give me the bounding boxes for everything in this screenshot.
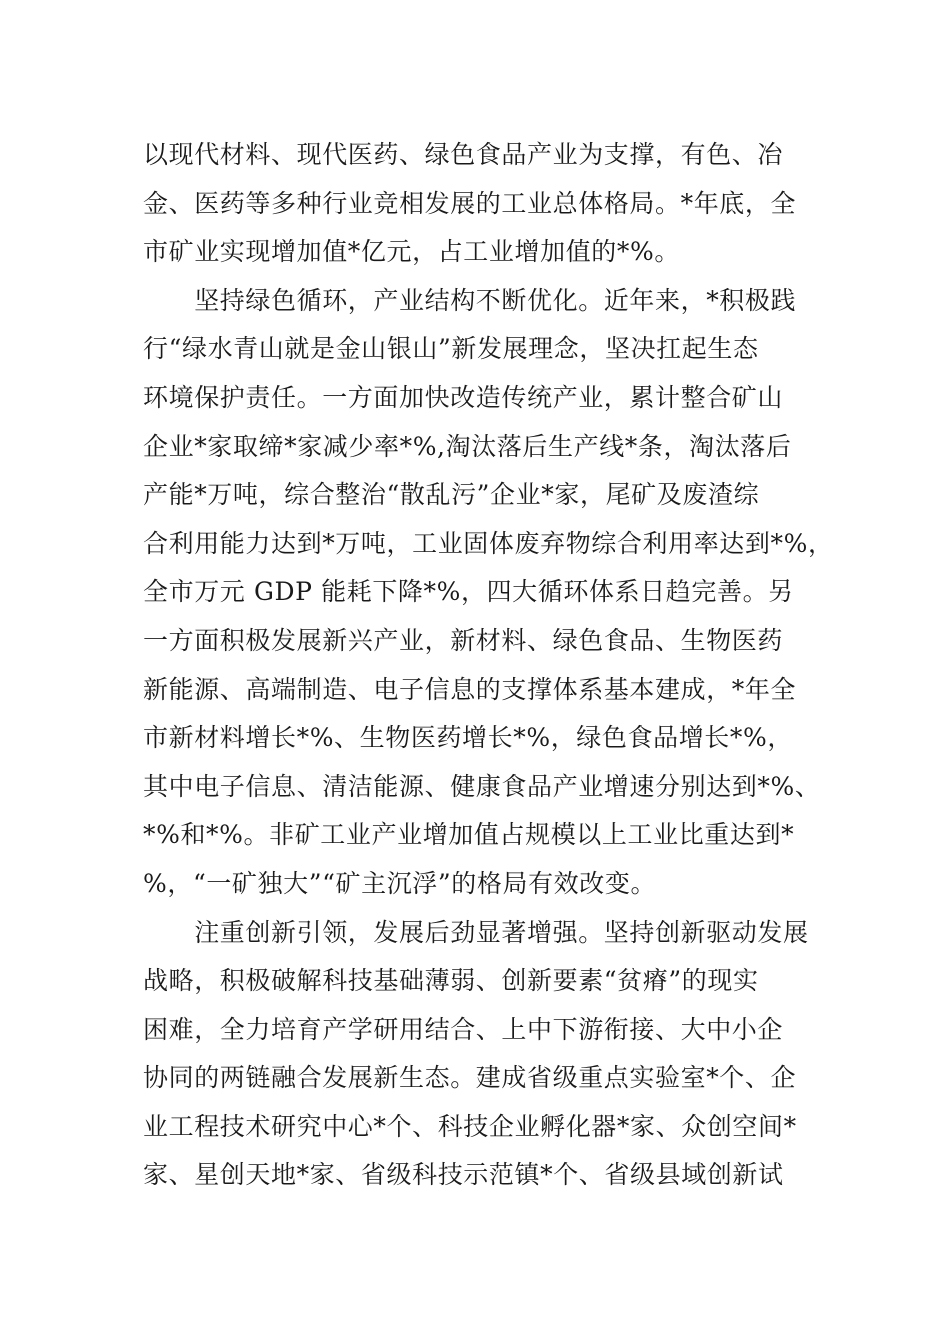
text-line: 以现代材料、现代医药、绿色食品产业为支撑，有色、冶: [143, 140, 784, 169]
text-line: 协同的两链融合发展新生态。建成省级重点实验室*个、企: [143, 1063, 797, 1093]
text-line: 家、星创天地*家、省级科技示范镇*个、省级县域创新试: [143, 1160, 784, 1190]
text-line: 市矿业实现增加值*亿元，占工业增加值的*%。: [143, 237, 680, 267]
text-line: %，“一矿独大”“矿主沉浮”的格局有效改变。: [143, 868, 657, 898]
text-line: 一方面积极发展新兴产业，新材料、绿色食品、生物医药: [143, 625, 784, 655]
text-line: 产能*万吨，综合整治“散乱污”企业*家，尾矿及废渣综: [143, 480, 760, 510]
text-line: 业工程技术研究中心*个、科技企业孵化器*家、众创空间*: [143, 1111, 797, 1141]
text-line: 全市万元 GDP 能耗下降*%，四大循环体系日趋完善。另: [143, 577, 794, 607]
text-line: 战略，积极破解科技基础薄弱、创新要素“贫瘠”的现实: [143, 966, 759, 996]
text-line: 合利用能力达到*万吨，工业固体废弃物综合利用率达到*%，: [143, 528, 834, 558]
text-line: 其中电子信息、清洁能源、健康食品产业增速分别达到*%、: [143, 771, 821, 801]
text-line: 坚持绿色循环，产业结构不断优化。近年来，*积极践: [143, 285, 797, 315]
text-line: 环境保护责任。一方面加快改造传统产业，累计整合矿山: [143, 382, 784, 412]
text-line: 市新材料增长*%、生物医药增长*%，绿色食品增长*%，: [143, 723, 793, 753]
text-line: 困难，全力培育产学研用结合、上中下游衔接、大中小企: [143, 1014, 784, 1044]
document-body: [143, 131, 834, 1200]
text-line: 金、医药等多种行业竞相发展的工业总体格局。*年底，全: [143, 188, 797, 218]
text-line: 企业*家取缔*家减少率*%,淘汰落后生产线*条，淘汰落后: [143, 431, 792, 461]
text-line: 注重创新引领，发展后劲显著增强。坚持创新驱动发展: [143, 917, 809, 947]
text-line: 行“绿水青山就是金山银山”新发展理念，坚决扛起生态: [143, 334, 759, 364]
text-line: *%和*%。非矿工业产业增加值占规模以上工业比重达到*: [143, 820, 795, 850]
text-line: 新能源、高端制造、电子信息的支撑体系基本建成，*年全: [143, 674, 797, 704]
